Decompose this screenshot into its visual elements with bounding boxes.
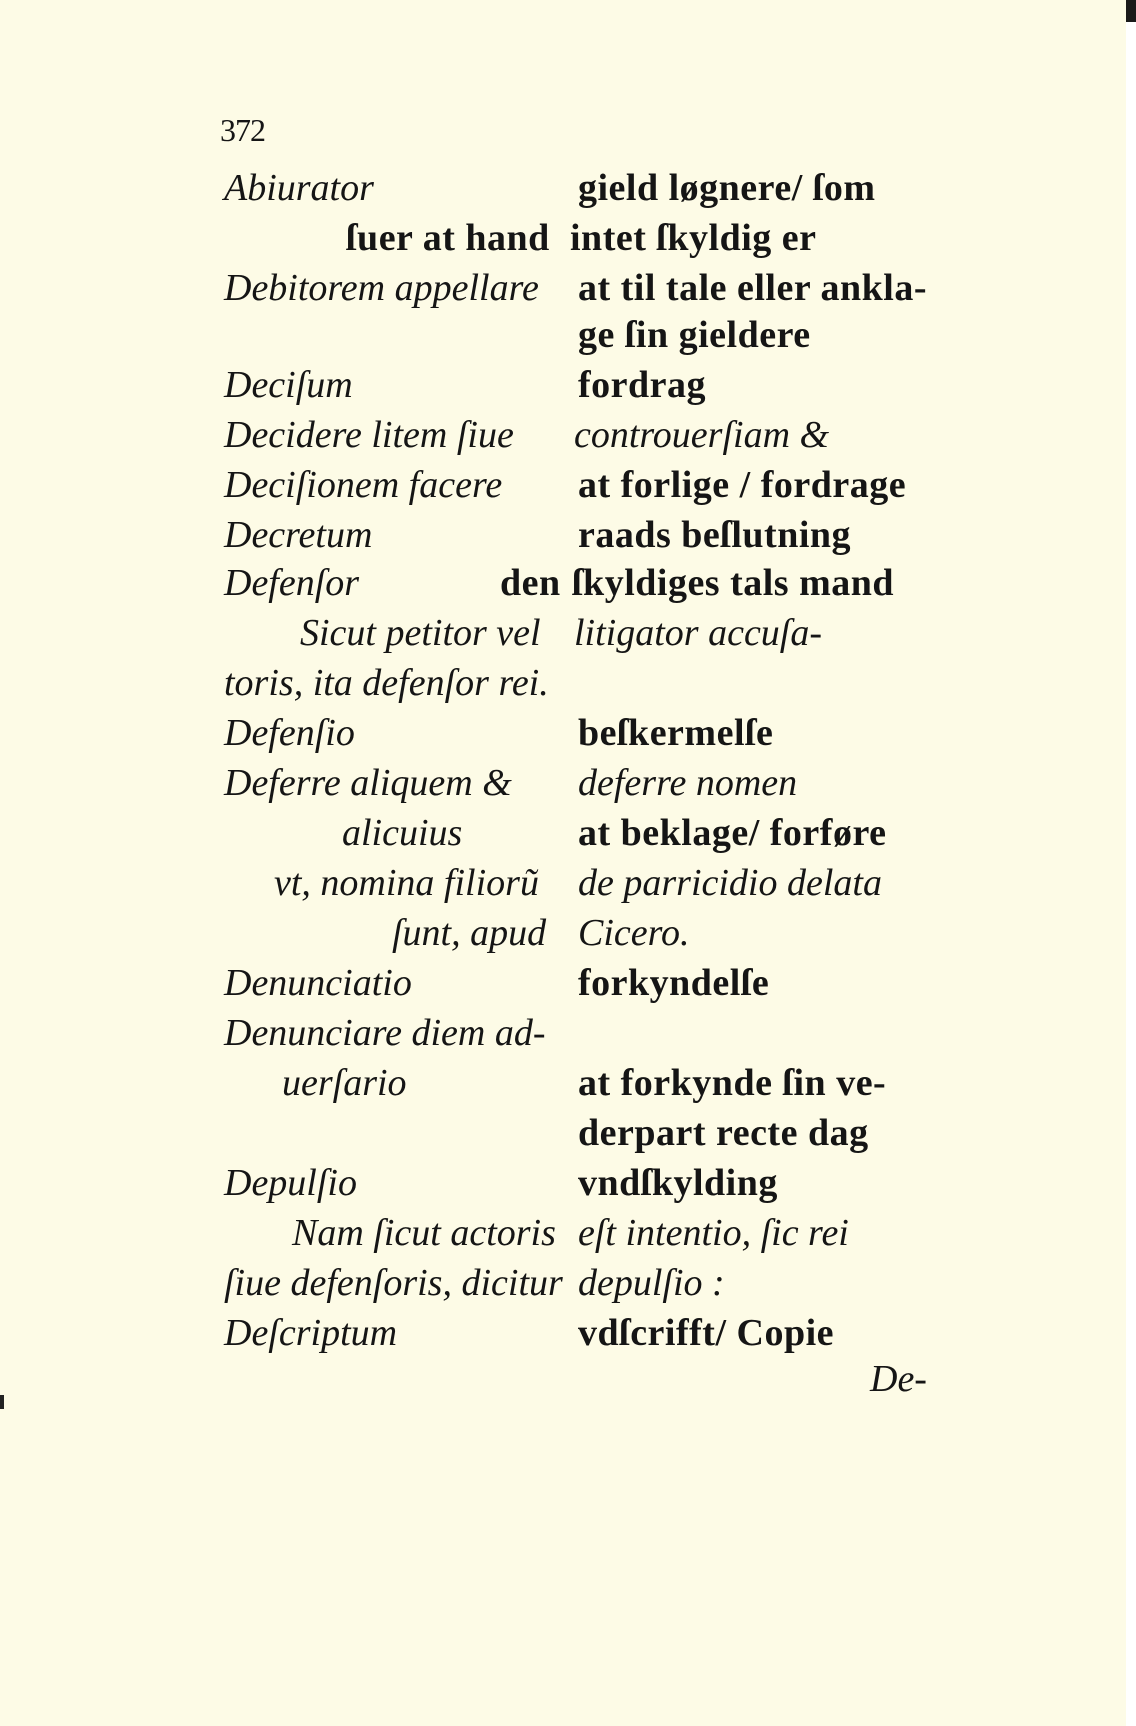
entry-danish: at til tale eller ankla- (578, 267, 928, 309)
scan-edge-right (1126, 0, 1136, 1726)
entry-danish: fordrag (578, 364, 707, 406)
entry-danish-continuation: ſuer at hand (346, 217, 550, 259)
entry-danish: at forkynde ſin ve- (578, 1062, 887, 1104)
entry-danish: ge ſin gieldere (578, 314, 811, 356)
scan-edge-mark-left (0, 1395, 4, 1409)
entry-latin: Defenſor (224, 562, 360, 604)
entry-note: Nam ſicut actoris (292, 1212, 556, 1254)
entry-latin: Debitorem appellare (224, 267, 539, 309)
entry-note: de parricidio delata (578, 862, 882, 904)
scan-edge-mark (1126, 0, 1136, 22)
entry-latin-continuation: controuerſiam & (574, 414, 830, 456)
entry-latin: Deciſum (224, 364, 353, 406)
entry-note: eſt intentio, ſic rei (578, 1212, 849, 1254)
entry-latin: uerſario (282, 1062, 407, 1104)
entry-note: litigator accuſa- (574, 612, 823, 654)
entry-latin: Decretum (224, 514, 373, 556)
entry-danish: ſkyldiges tals mand (572, 562, 895, 604)
catchword: De- (870, 1358, 927, 1400)
entry-latin: Defenſio (224, 712, 355, 754)
entry-danish: at forlige / fordrage (578, 464, 907, 506)
entry-latin: Deciſionem facere (224, 464, 503, 506)
entry-latin: Denunciare diem ad- (224, 1012, 546, 1054)
entry-danish: gield løgnere/ ſom (578, 167, 876, 209)
entry-danish: derpart recte dag (578, 1112, 869, 1154)
entry-latin: alicuius (342, 812, 463, 854)
entry-latin: Depulſio (224, 1162, 357, 1204)
entry-danish: forkyndelſe (578, 962, 770, 1004)
entry-latin: Decidere litem ſiue (224, 414, 514, 456)
entry-note: vt, nomina filiorũ (274, 862, 539, 904)
entry-danish: vdſcrifft/ Copie (578, 1312, 835, 1354)
entry-danish: raads beſlutning (578, 514, 852, 556)
entry-danish: vndſkylding (578, 1162, 778, 1204)
entry-latin: Deſcriptum (224, 1312, 398, 1354)
page-number: 372 (220, 112, 265, 148)
entry-note: ſiue defenſoris, dicitur (224, 1262, 563, 1304)
entry-danish: at beklage/ forføre (578, 812, 887, 854)
entry-latin: Deferre aliquem & (224, 762, 512, 804)
entry-danish: beſkermelſe (578, 712, 774, 754)
entry-latin: Abiurator (224, 167, 374, 209)
entry-note: toris, ita defenſor rei. (224, 662, 549, 704)
entry-danish: den (500, 562, 561, 604)
entry-note: Sicut petitor vel (300, 612, 541, 654)
entry-danish: intet ſkyldig er (570, 217, 817, 259)
entry-latin: Denunciatio (224, 962, 412, 1004)
entry-latin-continuation: deferre nomen (578, 762, 798, 804)
entry-note: depulſio : (578, 1262, 725, 1304)
entry-note: ſunt, apud (392, 912, 547, 954)
entry-note: Cicero. (578, 912, 690, 954)
